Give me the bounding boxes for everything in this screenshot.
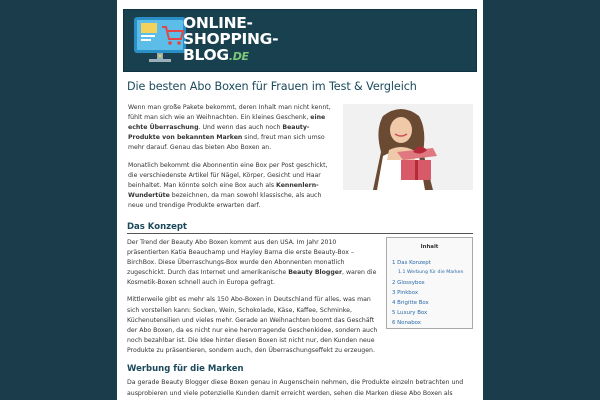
intro-p1-text-2: . Und wenn das auch noch <box>198 124 283 131</box>
table-of-contents <box>386 237 473 329</box>
heading-werbung: Werbung für die Marken <box>127 364 244 374</box>
toc-item-brigitte-box[interactable]: 4 Brigitte Box <box>392 300 429 306</box>
logo-line-1: ONLINE- <box>183 14 253 32</box>
konzept-paragraph-2: Mittlerweile gibt es mehr als 150 Abo-Boxen in Deutschland für alles, was man sich vorstellen kann: Socken, Wein, Schokolade, Käse, Kaffee, Schminke, Küchenutensilien und vieles mehr. Gerade an Weihnachten boomt das Geschäft der Abo Boxen, da es nicht nur eine hervorragende Geschenkidee, sondern auch noch bezahlbar ist. Die Idee hinter diesen Boxen ist nicht nur, den Kunden neue Produkte zu präsentieren, sondern auch, den Überraschungseffekt zu erzeugen. <box>127 296 378 354</box>
toc-item-werbung[interactable]: 1.1 Werbung für die Marken <box>398 270 464 275</box>
intro-p1-text: Wenn man große Pakete bekommt, deren Inhalt man nicht kennt, fühlt man sich wie an Weihnachten. Ein kleines Geschenk, <box>128 104 331 121</box>
intro-text <box>128 103 336 219</box>
konzept-p1-text: Der Trend der Beauty Abo Boxen kommt aus den USA. Im Jahr 2010 präsentierten Katia Beauchamp und Hayley Barna die erste Beauty-Box – BirchBox. Diese Überraschungs-Box wurde den Abonnenten monatlich zugeschickt. Durch das Internet und amerikanische <box>127 239 354 277</box>
toc-title: Inhalt <box>420 244 439 250</box>
page-title: Die besten Abo Boxen für Frauen im Test & Vergleich <box>127 80 417 93</box>
intro-p2-text: Monatlich bekommt die Abonnentin eine Box per Post geschickt, die verschiedenste Artikel für Nägel, Körper, Gesicht und Haar beinhaltet. Man könnte solch eine Box auch als <box>128 162 328 189</box>
logo-text <box>183 15 278 65</box>
site-header <box>123 9 477 72</box>
logo-tld: .DE <box>228 50 249 63</box>
intro-paragraph-1 <box>128 103 336 153</box>
intro-p1-bold-2: Beauty-Produkte von bekannten Marken <box>128 124 310 141</box>
logo-line-3-main: BLOG <box>183 46 229 64</box>
toc-item-nonabox[interactable]: 6 Nonabox <box>392 320 421 326</box>
intro-p1-bold-1: eine echte Überraschung <box>128 114 326 131</box>
intro-paragraph-2 <box>128 161 336 211</box>
woman-with-gift-image <box>343 104 473 190</box>
konzept-text <box>127 238 379 363</box>
article-photo <box>343 104 473 190</box>
shopping-monitor-icon <box>132 15 190 67</box>
logo-line-2: SHOPPING- <box>183 30 279 48</box>
toc-item-pinkbox[interactable]: 3 Pinkbox <box>392 290 419 296</box>
toc-item-glossybox[interactable]: 2 Glossybox <box>392 280 425 286</box>
heading-konzept: Das Konzept <box>127 222 187 232</box>
toc-item-luxury-box[interactable]: 5 Luxury Box <box>392 310 428 316</box>
konzept-p1-text-2: , waren die Kosmetik-Boxen schnell auch in Europa gefragt. <box>127 269 377 287</box>
konzept-p1-bold: Beauty Blogger <box>288 269 343 277</box>
page-content <box>117 0 483 400</box>
toc-item-konzept[interactable]: 1 Das Konzept <box>392 260 431 266</box>
logo-line-3 <box>183 47 278 65</box>
intro-p2-text-2: bezeichnen, da man sowohl klassische, als auch neue und trendige Produkte erwarten darf. <box>128 192 322 209</box>
intro-p1-text-3: sind, freut man sich umso mehr darauf. Genau das bieten Abo Boxen an. <box>128 134 325 151</box>
intro-p2-bold: Kennenlern-Wundertüte <box>128 182 319 199</box>
konzept-paragraph-1 <box>127 238 379 288</box>
site-logo[interactable] <box>124 10 314 73</box>
werbung-text: Da gerade Beauty Blogger diese Boxen genau in Augenschein nehmen, die Produkte einzeln betrachten und ausprobieren und viele potenzielle Kunden damit erreicht werden, sehen die Marken diese Abo Boxen als <box>127 379 464 397</box>
heading-rule <box>127 233 473 234</box>
